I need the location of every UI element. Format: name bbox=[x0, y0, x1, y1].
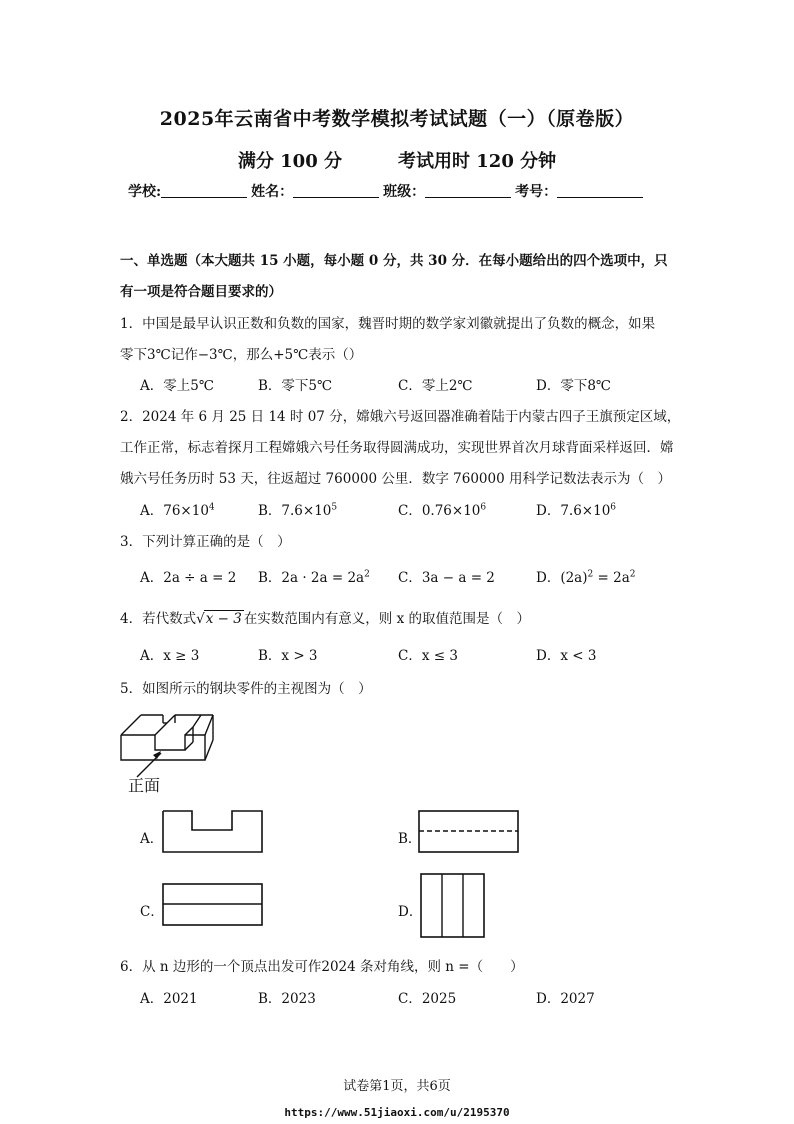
q2-line3: 娥六号任务历时 53 天，往返超过 760000 公里．数字 760000 用科学记数法表示为（ ） bbox=[120, 471, 671, 487]
class-label: 班级： bbox=[383, 184, 426, 200]
q2-line1: 2．2024 年 6 月 25 日 14 时 07 分，嫦娥六号返回器准确着陆于内蒙古四子王旗预定区域， bbox=[120, 409, 681, 425]
q4-line1 bbox=[120, 607, 530, 627]
q5-option-c-label: C． bbox=[140, 904, 164, 920]
q1-option-a: A．零上5℃ bbox=[140, 378, 214, 394]
q4-option-a: A．x ≥ 3 bbox=[140, 648, 200, 664]
q5-option-d-label: D． bbox=[398, 904, 423, 920]
q4-option-d: D．x < 3 bbox=[536, 648, 597, 664]
q1-option-d: D．零下8℃ bbox=[536, 378, 612, 394]
q4-radicand: x − 3 bbox=[205, 611, 242, 627]
q4-suffix: 在实数范围内有意义，则 x 的取值范围是（ ） bbox=[243, 611, 531, 627]
name-blank bbox=[293, 183, 379, 198]
q3-option-c: C．3a − a = 2 bbox=[398, 570, 495, 586]
school-blank bbox=[161, 183, 247, 198]
page-number: 试卷第1页，共6页 bbox=[343, 1079, 451, 1094]
exam-subtitle bbox=[0, 147, 794, 173]
q2-option-d: D．$7.6\times 10^6$ bbox=[536, 502, 617, 519]
exam-title: 2025年云南省中考数学模拟考试试题（一）（原卷版） bbox=[159, 108, 635, 130]
q2-option-a: A．$76\times 10^4$ bbox=[140, 502, 215, 519]
q3-option-d: D．$(2a)^2 = 2a^2$ bbox=[536, 569, 636, 586]
full-score: 满分 100 分 bbox=[237, 151, 342, 172]
q4-option-b: B．x > 3 bbox=[258, 648, 318, 664]
q5-line1: 5．如图所示的钢块零件的主视图为（ ） bbox=[120, 681, 372, 697]
q6-option-a: A．2021 bbox=[140, 991, 198, 1007]
number-label: 考号： bbox=[515, 184, 558, 200]
front-label: 正面 bbox=[128, 776, 161, 795]
q5-option-c-figure bbox=[162, 883, 264, 927]
q5-option-b-figure bbox=[418, 810, 520, 854]
section-heading-line1: 一、单选题（本大题共 15 小题，每小题 0 分，共 30 分．在每小题给出的四个选项中，只 bbox=[120, 253, 668, 269]
source-url: https://www.51jiaoxi.com/u/2195370 bbox=[284, 1106, 510, 1119]
q6-option-d: D．2027 bbox=[536, 991, 595, 1007]
q5-option-d-figure bbox=[420, 873, 486, 939]
student-info-line bbox=[128, 181, 647, 201]
exam-time: 考试用时 120 分钟 bbox=[398, 151, 557, 172]
q1-line1: 1．中国是最早认识正数和负数的国家，魏晋时期的数学家刘徽就提出了负数的概念，如果 bbox=[120, 316, 656, 332]
q4-option-c: C．x ≤ 3 bbox=[398, 648, 458, 664]
q2-option-c: C．$0.76\times 10^6$ bbox=[398, 502, 487, 519]
q2-line2: 工作正常，标志着探月工程嫦娥六号任务取得圆满成功，实现世界首次月球背面采样返回．嫦 bbox=[120, 440, 674, 456]
q4-prefix: 4．若代数式 bbox=[120, 611, 197, 627]
q3-option-a: A．2a ÷ a = 2 bbox=[140, 570, 237, 586]
q6-option-b: B．2023 bbox=[258, 991, 316, 1007]
q2-option-b: B．$7.6\times 10^5$ bbox=[258, 502, 338, 519]
q5-option-a-label: A． bbox=[140, 831, 164, 847]
number-blank bbox=[557, 183, 643, 198]
section-heading-line2: 有一项是符合题目要求的） bbox=[120, 284, 282, 300]
q6-line1: 6．从 n 边形的一个顶点出发可作2024 条对角线，则 n =（ ） bbox=[120, 959, 524, 975]
sqrt-sign: √ bbox=[196, 611, 205, 627]
q3-option-b: B．$2a \cdot 2a = 2a^2$ bbox=[258, 569, 370, 586]
q3-line1: 3．下列计算正确的是（ ） bbox=[120, 534, 291, 550]
q1-line2: 零下3℃记作−3℃，那么+5℃表示（） bbox=[120, 347, 363, 363]
class-blank bbox=[425, 183, 511, 198]
q6-option-c: C．2025 bbox=[398, 991, 457, 1007]
q1-option-c: C．零上2℃ bbox=[398, 378, 473, 394]
q1-option-b: B．零下5℃ bbox=[258, 378, 333, 394]
name-label: 姓名： bbox=[251, 184, 294, 200]
q5-option-b-label: B． bbox=[398, 831, 422, 847]
q5-option-a-figure bbox=[162, 810, 264, 854]
school-label: 学校: bbox=[128, 184, 162, 200]
